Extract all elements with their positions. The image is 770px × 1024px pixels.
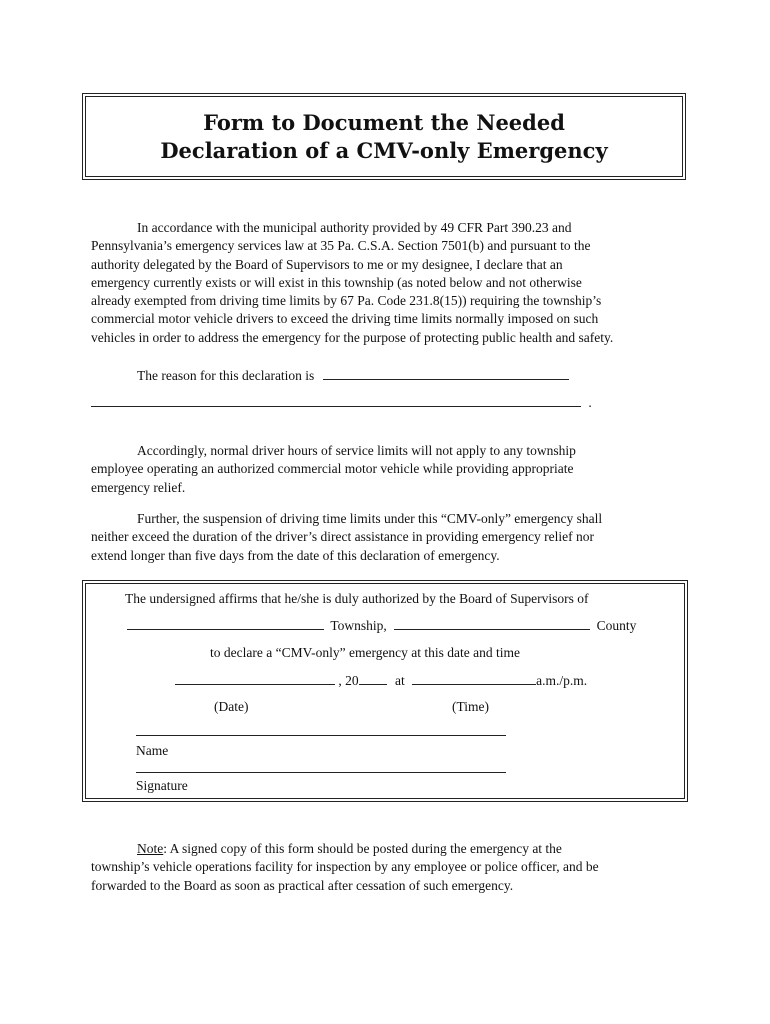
intro-line: authority delegated by the Board of Supervisors to me or my designee, I declare that an <box>91 256 563 272</box>
affirm-line3: to declare a “CMV-only” emergency at this date and time <box>210 645 521 660</box>
affirm-line1: The undersigned affirms that he/she is duly authorized by the Board of Supervisors of <box>125 591 589 606</box>
intro-paragraph <box>91 219 691 347</box>
accordingly-line: employee operating an authorized commercial motor vehicle while providing appropriate <box>91 461 574 477</box>
signature-label: Signature <box>136 778 188 793</box>
reason-label: The reason for this declaration is <box>137 368 315 383</box>
reason-field[interactable] <box>323 367 569 380</box>
signature-line-row <box>136 760 506 778</box>
date-time-row <box>175 672 587 690</box>
year-prefix: , 20 <box>338 673 359 688</box>
county-label: County <box>596 618 637 633</box>
note-line: township’s vehicle operations facility for inspection by any employee or police officer, and be <box>91 859 599 875</box>
at-label: at <box>395 673 405 688</box>
note-paragraph <box>91 840 691 895</box>
intro-line: Pennsylvania’s emergency services law at 35 Pa. C.S.A. Section 7501(b) and pursuant to the <box>91 238 591 254</box>
township-county-row <box>127 617 636 635</box>
note-line: : A signed copy of this form should be posted during the emergency at the <box>163 841 562 856</box>
intro-line: already exempted from driving time limits by 67 Pa. Code 231.8(15)) requiring the township’s <box>91 293 602 309</box>
further-line: extend longer than five days from the date of this declaration of emergency. <box>91 547 500 563</box>
note-label: Note <box>137 841 164 856</box>
form-title-line2: Declaration of a CMV-only Emergency <box>160 138 608 163</box>
title-box <box>82 93 686 180</box>
reason-row-2 <box>91 394 592 412</box>
accordingly-paragraph <box>91 442 691 497</box>
reason-row <box>137 367 569 385</box>
township-label: Township, <box>330 618 387 633</box>
name-line-row <box>136 723 506 741</box>
date-label: (Date) <box>214 699 249 714</box>
county-field[interactable] <box>394 617 590 630</box>
name-field[interactable] <box>136 723 506 736</box>
further-line: Further, the suspension of driving time limits under this “CMV-only” emergency shall <box>137 511 603 526</box>
form-title-line1: Form to Document the Needed <box>203 110 565 135</box>
time-field[interactable] <box>412 672 536 685</box>
township-field[interactable] <box>127 617 324 630</box>
signature-field[interactable] <box>136 760 506 773</box>
name-label: Name <box>136 743 169 758</box>
ampm-label: a.m./p.m. <box>536 673 588 688</box>
further-paragraph <box>91 510 691 565</box>
intro-line: vehicles in order to address the emergency for the purpose of protecting public health and safety. <box>91 329 614 345</box>
reason-field-continued[interactable] <box>91 394 581 407</box>
intro-line: commercial motor vehicle drivers to exceed the driving time limits normally imposed on such <box>91 311 599 327</box>
note-line: forwarded to the Board as soon as practical after cessation of such emergency. <box>91 877 514 893</box>
date-field[interactable] <box>175 672 335 685</box>
accordingly-line: Accordingly, normal driver hours of service limits will not apply to any township <box>137 443 576 458</box>
further-line: neither exceed the duration of the driver’s direct assistance in providing emergency relief nor <box>91 529 594 545</box>
intro-line: emergency currently exists or will exist in this township (as noted below and not otherwise <box>91 274 582 290</box>
accordingly-line: emergency relief. <box>91 479 186 495</box>
intro-line: In accordance with the municipal authority provided by 49 CFR Part 390.23 and <box>137 220 572 235</box>
reason-end: . <box>588 395 592 410</box>
year-field[interactable] <box>359 672 387 685</box>
time-label: (Time) <box>452 699 490 714</box>
